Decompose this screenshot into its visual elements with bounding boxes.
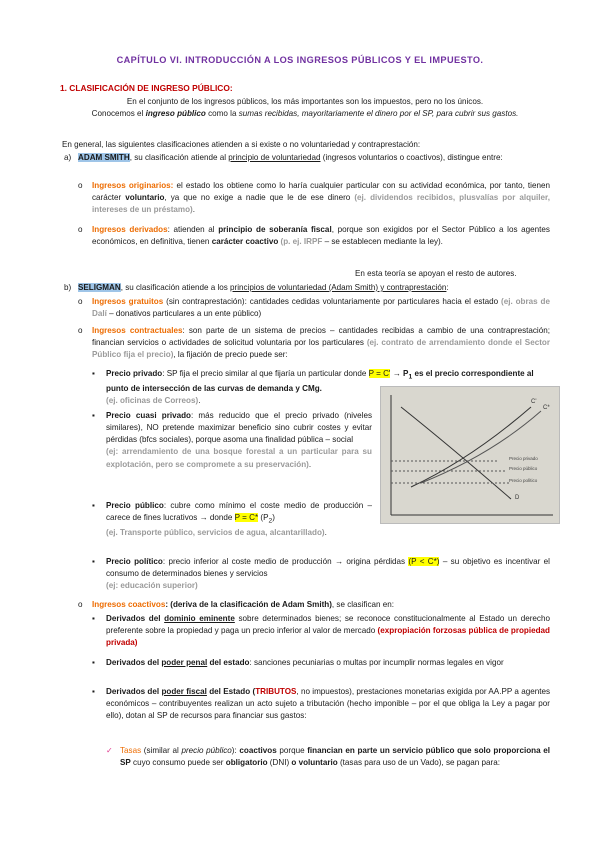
precio-privado: ▪ Precio privado: SP fija el precio similar al que fijaría un particular donde $P = C' \to P_1$ es el precio correspondiente al punto de intersección de las curvas de demanda y CMg. (ej. oficinas de Correos). (92, 369, 534, 405)
poder-fiscal: ▪ Derivados del poder fiscal del Estado (TRIBUTOS, no impuestos), prestaciones monetarias exigida por AA.PP a agentes económicos – contribuyentes realizan un acto sujeto a tributación (hecho imponible – por el que obliga la Ley a pagar por ello), dotan al SP de recursos para financiar sus gastos: (92, 687, 550, 721)
price-chart-svg (381, 387, 561, 525)
circle-bullet-icon: o (78, 225, 83, 234)
page-title: CAPÍTULO VI. INTRODUCCIÓN A LOS INGRESOS PÚBLICOS Y EL IMPUESTO. (116, 55, 484, 65)
ingresos-derivados: o Ingresos derivados: atienden al principio de soberanía fiscal, porque son exigidos por el Sector Público a los agentes económicos, en definitiva, tienen carácter coactivo (p. ej. IRPF – se establecen mediante la ley). (78, 225, 550, 247)
precio-politico: ▪ Precio político: precio inferior al coste medio de producción → origina pérdidas (P < C*) – su objetivo es incentivar el consumo de determinados bienes y servicios (ej: educación superior) (92, 557, 550, 591)
ingresos-contractuales: o Ingresos contractuales: son parte de un sistema de precios – cantidades recibidas a cambio de una contraprestación; financian servicios o actividades de solicitud voluntaria por los particulares (ej. contrato de arrendamiento donde el Sector Público fija el precio), la fijación de precio puede ser: (78, 326, 550, 360)
label-c-star: C* (543, 405, 550, 411)
poder-penal: ▪ Derivados del poder penal del estado: sanciones pecuniarias o multas por incumplir normas legales en vigor (92, 657, 550, 669)
theory-note: En esta teoría se apoyan el resto de autores. (355, 269, 517, 278)
precio-cuasi-privado: ▪ Precio cuasi privado: más reducido que el precio privado (niveles similares), NO pretende maximizar beneficio sino cubrir costes y evitar pérdidas (bfcs sociales), porque asoma una finalidad pública – social (ej: arrendamiento de una bosque forestal a un particular para su explotación, pero se compromete a su preservación). (92, 411, 372, 469)
label-c-prime: C' (531, 399, 537, 405)
label-precio-politico: Precio político (509, 478, 538, 483)
square-bullet-icon: ▪ (92, 369, 95, 378)
square-bullet-icon: ▪ (92, 687, 95, 696)
seligman-item: b) SELIGMAN, su clasificación atiende a los principios de voluntariedad (Adam Smith) y contraprestación: (64, 282, 550, 294)
item-label-a: a) (64, 153, 72, 162)
price-chart-image (380, 386, 560, 524)
label-demand: D (515, 495, 520, 501)
adam-smith-item: a) ADAM SMITH, su clasificación atiende al principio de voluntariedad (ingresos voluntarios o coactivos), distingue entre: (64, 152, 550, 164)
ingresos-gratuitos: o Ingresos gratuitos (sin contraprestación): cantidades cedidas voluntariamente por particulares hacia el estado (ej. obras de Dalí – donativos particulares a un ente público) (78, 297, 550, 319)
section-heading: 1. CLASIFICACIÓN DE INGRESO PÚBLICO: (60, 83, 233, 93)
ingresos-coactivos: o Ingresos coactivos: (deriva de la clasificación de Adam Smith), se clasifican en: (78, 599, 550, 611)
precio-publico: ▪ Precio público: cubre como mínimo el coste medio de producción – carece de fines lucrativos → donde P = C* $(P_2)$ (ej. Transporte público, servicios de agua, alcantarillado). (92, 501, 372, 537)
intro-paragraph-2: Conocemos el ingreso público como la sumas recibidas, mayoritariamente el dinero por el SP, para cubrir sus gastos. (91, 109, 519, 118)
demand-curve (401, 407, 511, 499)
square-bullet-icon: ▪ (92, 658, 95, 667)
item-label-b: b) (64, 283, 72, 292)
intro-paragraph-3: En general, las siguientes clasificaciones atienden a si existe o no voluntariedad y contraprestación: (62, 140, 421, 149)
circle-bullet-icon: o (78, 181, 83, 190)
label-precio-privado: Precio privado (509, 456, 538, 461)
check-bullet-icon: ✓ (106, 746, 113, 755)
square-bullet-icon: ▪ (92, 614, 95, 623)
tasas: ✓ Tasas (similar al precio público): coactivos porque financian en parte un servicio público que solo proporciona el SP cuyo consumo puede ser obligatorio (DNI) o voluntario (tasas para uso de un Vado), se pagan para: (106, 746, 550, 768)
square-bullet-icon: ▪ (92, 411, 95, 420)
dominio-eminente: ▪ Derivados del dominio eminente sobre determinados bienes; se reconoce constitucionalmente al Estado un derecho preferente sobre la propiedad y paga un precio inferior al valor de mercado (expropiación forzosas pública de propiedad privada) (92, 614, 551, 648)
intro-paragraph-1: En el conjunto de los ingresos públicos, los más importantes son los impuestos, pero no los únicos. (126, 97, 484, 106)
square-bullet-icon: ▪ (92, 557, 95, 566)
ingresos-originarios: o Ingresos originarios: el estado los obtiene como lo haría cualquier particular con su actividad económica, por tanto, tienen carácter voluntario, ya que no exige a nadie que le de ese dinero (ej. dividendos recibidos, plusvalías por alquiler, intereses de un préstamo). (78, 181, 550, 215)
square-bullet-icon: ▪ (92, 501, 95, 510)
marginal-cost-curve (411, 407, 531, 487)
label-precio-publico: Precio público (509, 466, 538, 471)
circle-bullet-icon: o (78, 326, 83, 335)
circle-bullet-icon: o (78, 600, 83, 609)
circle-bullet-icon: o (78, 297, 83, 306)
